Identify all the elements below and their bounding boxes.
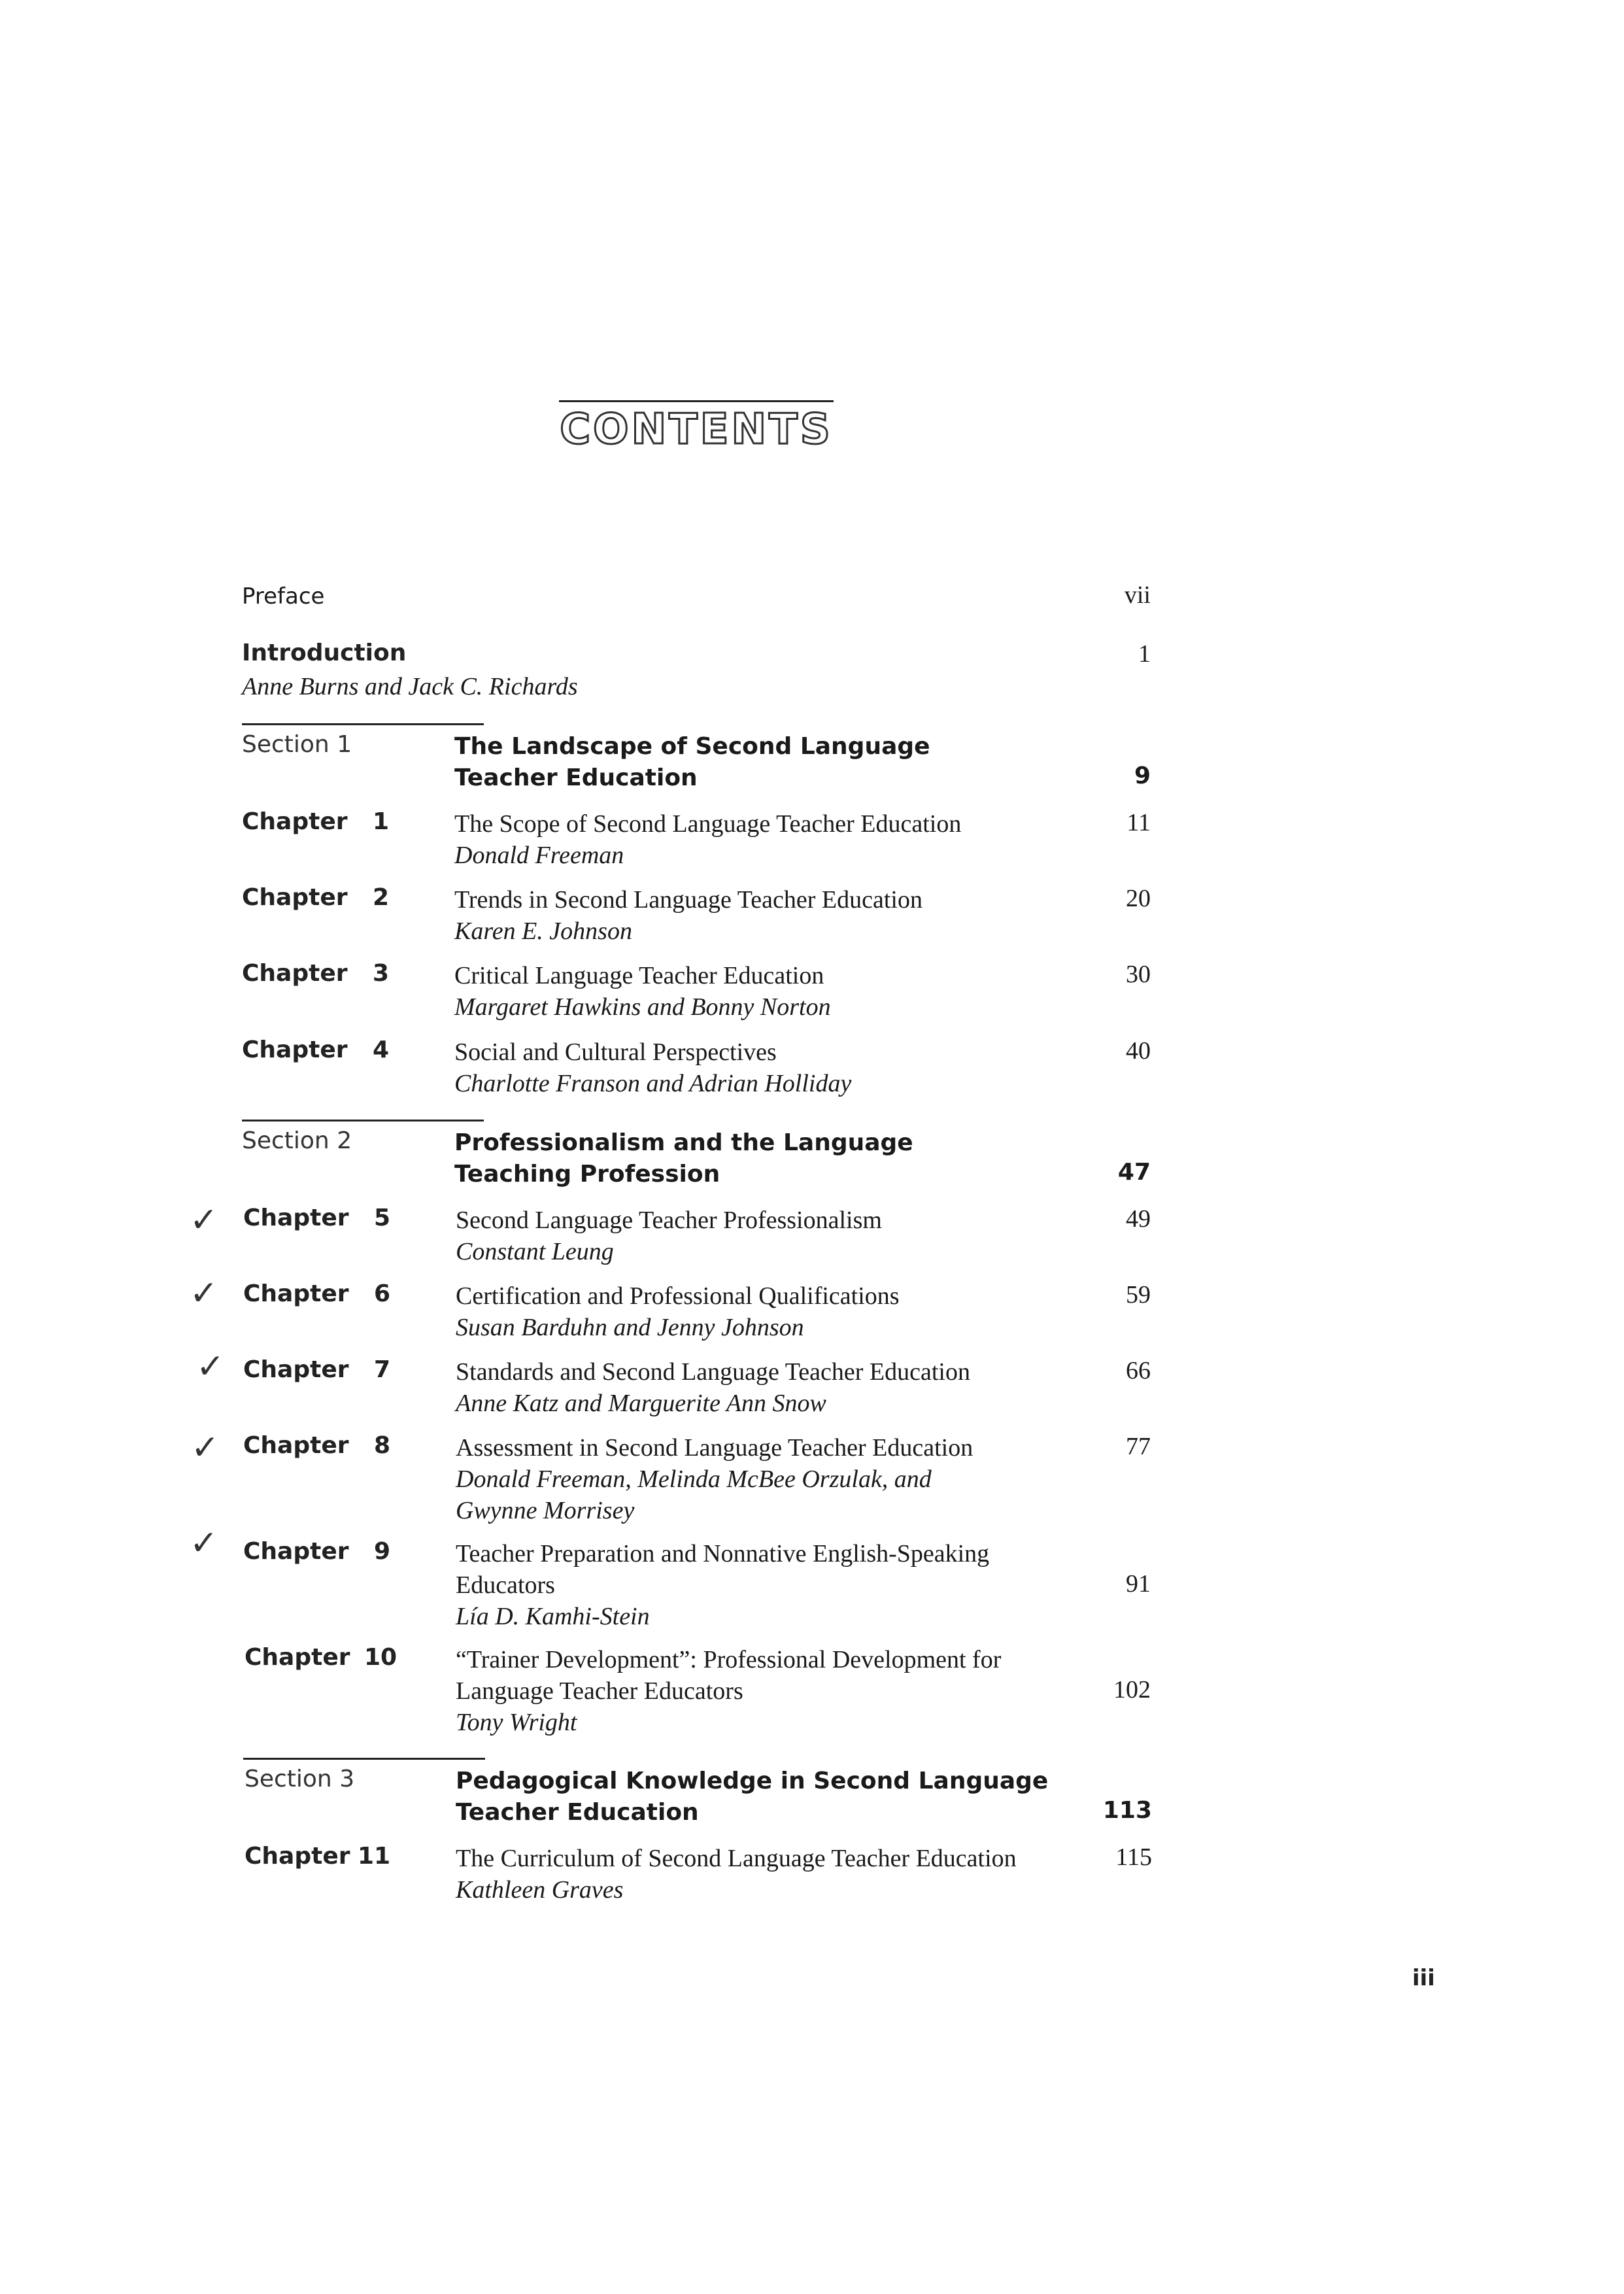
checkmark-icon: ✓	[190, 1274, 218, 1313]
chapter-page: 11	[1126, 809, 1151, 836]
page-title: CONTENTS	[560, 405, 833, 454]
chapter-label: Chapter	[243, 1538, 349, 1565]
introduction-authors: Anne Burns and Jack C. Richards	[242, 673, 578, 700]
chapter-page: 77	[1126, 1433, 1151, 1460]
chapter-page: 49	[1126, 1205, 1151, 1233]
section-page: 47	[1117, 1159, 1151, 1186]
chapter-title	[456, 1644, 1057, 1738]
section-page: 9	[1134, 762, 1151, 789]
chapter-title-text: Language Teacher Educators	[456, 1677, 743, 1705]
chapter-number: 4	[372, 1036, 389, 1063]
chapter-number: 8	[373, 1432, 390, 1459]
chapter-label: Chapter	[242, 1036, 348, 1063]
chapter-title-text: Certification and Professional Qualifications	[456, 1282, 900, 1310]
section-rule	[242, 723, 484, 725]
chapter-title-text: Second Language Teacher Professionalism	[456, 1207, 882, 1234]
chapter-title-text: The Scope of Second Language Teacher Education	[454, 810, 962, 838]
section-title-line: Pedagogical Knowledge in Second Language	[456, 1768, 1049, 1794]
chapter-page: 115	[1115, 1843, 1152, 1871]
chapter-label: Chapter	[243, 1356, 349, 1383]
chapter-title-text: “Trainer Development”: Professional Development for	[456, 1646, 1002, 1673]
chapter-authors: Gwynne Morrisey	[456, 1497, 635, 1524]
chapter-title	[456, 1356, 1057, 1419]
chapter-label: Chapter	[242, 884, 348, 911]
chapter-title-text: Teacher Preparation and Nonnative English-Speaking	[456, 1540, 990, 1567]
chapter-title	[456, 1538, 1057, 1632]
section-title	[456, 1766, 1057, 1828]
chapter-title-text: Trends in Second Language Teacher Education	[454, 886, 922, 914]
chapter-authors: Karen E. Johnson	[454, 917, 632, 945]
checkmark-icon: ✓	[190, 1524, 218, 1563]
chapter-title	[456, 1280, 1057, 1343]
chapter-title	[454, 1036, 1056, 1099]
chapter-label: Chapter	[245, 1843, 350, 1870]
chapter-number: 3	[372, 960, 389, 987]
chapter-title-text: Assessment in Second Language Teacher Education	[456, 1434, 973, 1462]
chapter-title-text: Standards and Second Language Teacher Education	[456, 1358, 970, 1386]
chapter-number: 9	[373, 1538, 390, 1565]
chapter-authors: Constant Leung	[456, 1238, 614, 1265]
introduction-page: 1	[1138, 640, 1151, 668]
section-rule	[242, 1120, 484, 1121]
chapter-authors: Lía D. Kamhi-Stein	[456, 1603, 650, 1630]
preface-label: Preface	[242, 583, 325, 609]
chapter-number: 2	[372, 884, 389, 911]
section-page: 113	[1102, 1797, 1152, 1824]
section-rule	[243, 1758, 485, 1760]
chapter-number: 7	[373, 1356, 390, 1383]
chapter-authors: Donald Freeman, Melinda McBee Orzulak, and	[456, 1465, 932, 1493]
chapter-number: 10	[364, 1644, 398, 1671]
chapter-title-text: The Curriculum of Second Language Teacher Education	[456, 1845, 1017, 1872]
chapter-label: Chapter	[243, 1205, 349, 1231]
chapter-authors: Anne Katz and Marguerite Ann Snow	[456, 1390, 826, 1417]
section-title-line: Professionalism and the Language	[454, 1129, 913, 1156]
chapter-page: 20	[1126, 885, 1151, 912]
introduction-label: Introduction	[242, 640, 407, 666]
checkmark-icon: ✓	[191, 1428, 220, 1467]
section-label: Section 3	[245, 1766, 355, 1792]
section-title-line: The Landscape of Second Language	[454, 733, 930, 760]
chapter-authors: Susan Barduhn and Jenny Johnson	[456, 1314, 804, 1341]
chapter-title	[456, 1205, 1057, 1267]
chapter-number: 5	[373, 1205, 390, 1231]
chapter-title-text: Social and Cultural Perspectives	[454, 1038, 777, 1066]
chapter-title	[454, 960, 1056, 1023]
section-title	[454, 731, 1056, 794]
chapter-page: 91	[1126, 1570, 1151, 1598]
chapter-label: Chapter	[242, 808, 348, 835]
chapter-title	[456, 1843, 1057, 1906]
chapter-page: 59	[1126, 1281, 1151, 1309]
section-label: Section 1	[242, 731, 352, 758]
chapter-page: 40	[1126, 1037, 1151, 1065]
page-folio: iii	[1412, 1965, 1435, 1991]
chapter-label: Chapter	[243, 1432, 349, 1459]
chapter-number: 6	[373, 1280, 390, 1307]
section-title-line: Teaching Profession	[454, 1161, 720, 1188]
chapter-label: Chapter	[245, 1644, 350, 1671]
chapter-label: Chapter	[242, 960, 348, 987]
chapter-page: 30	[1126, 961, 1151, 988]
chapter-authors: Kathleen Graves	[456, 1876, 624, 1904]
chapter-authors: Donald Freeman	[454, 842, 624, 869]
chapter-page: 102	[1113, 1676, 1151, 1703]
chapter-label: Chapter	[243, 1280, 349, 1307]
section-title-line: Teacher Education	[456, 1799, 699, 1826]
chapter-authors: Margaret Hawkins and Bonny Norton	[454, 993, 831, 1021]
chapter-number: 1	[372, 808, 389, 835]
chapter-authors: Tony Wright	[456, 1709, 577, 1736]
title-rule	[559, 400, 834, 402]
chapter-title	[454, 884, 1056, 947]
section-label: Section 2	[242, 1127, 352, 1154]
checkmark-icon: ✓	[190, 1201, 218, 1240]
chapter-page: 66	[1126, 1357, 1151, 1384]
section-title	[454, 1127, 1056, 1190]
preface-page: vii	[1124, 581, 1151, 609]
chapter-title-text: Educators	[456, 1571, 555, 1599]
chapter-title	[454, 808, 1056, 871]
section-title-line: Teacher Education	[454, 764, 698, 791]
checkmark-icon: ✓	[196, 1347, 225, 1386]
chapter-number: 11	[358, 1843, 391, 1870]
chapter-authors: Charlotte Franson and Adrian Holliday	[454, 1070, 852, 1097]
chapter-title-text: Critical Language Teacher Education	[454, 962, 824, 989]
chapter-title	[456, 1432, 1057, 1526]
